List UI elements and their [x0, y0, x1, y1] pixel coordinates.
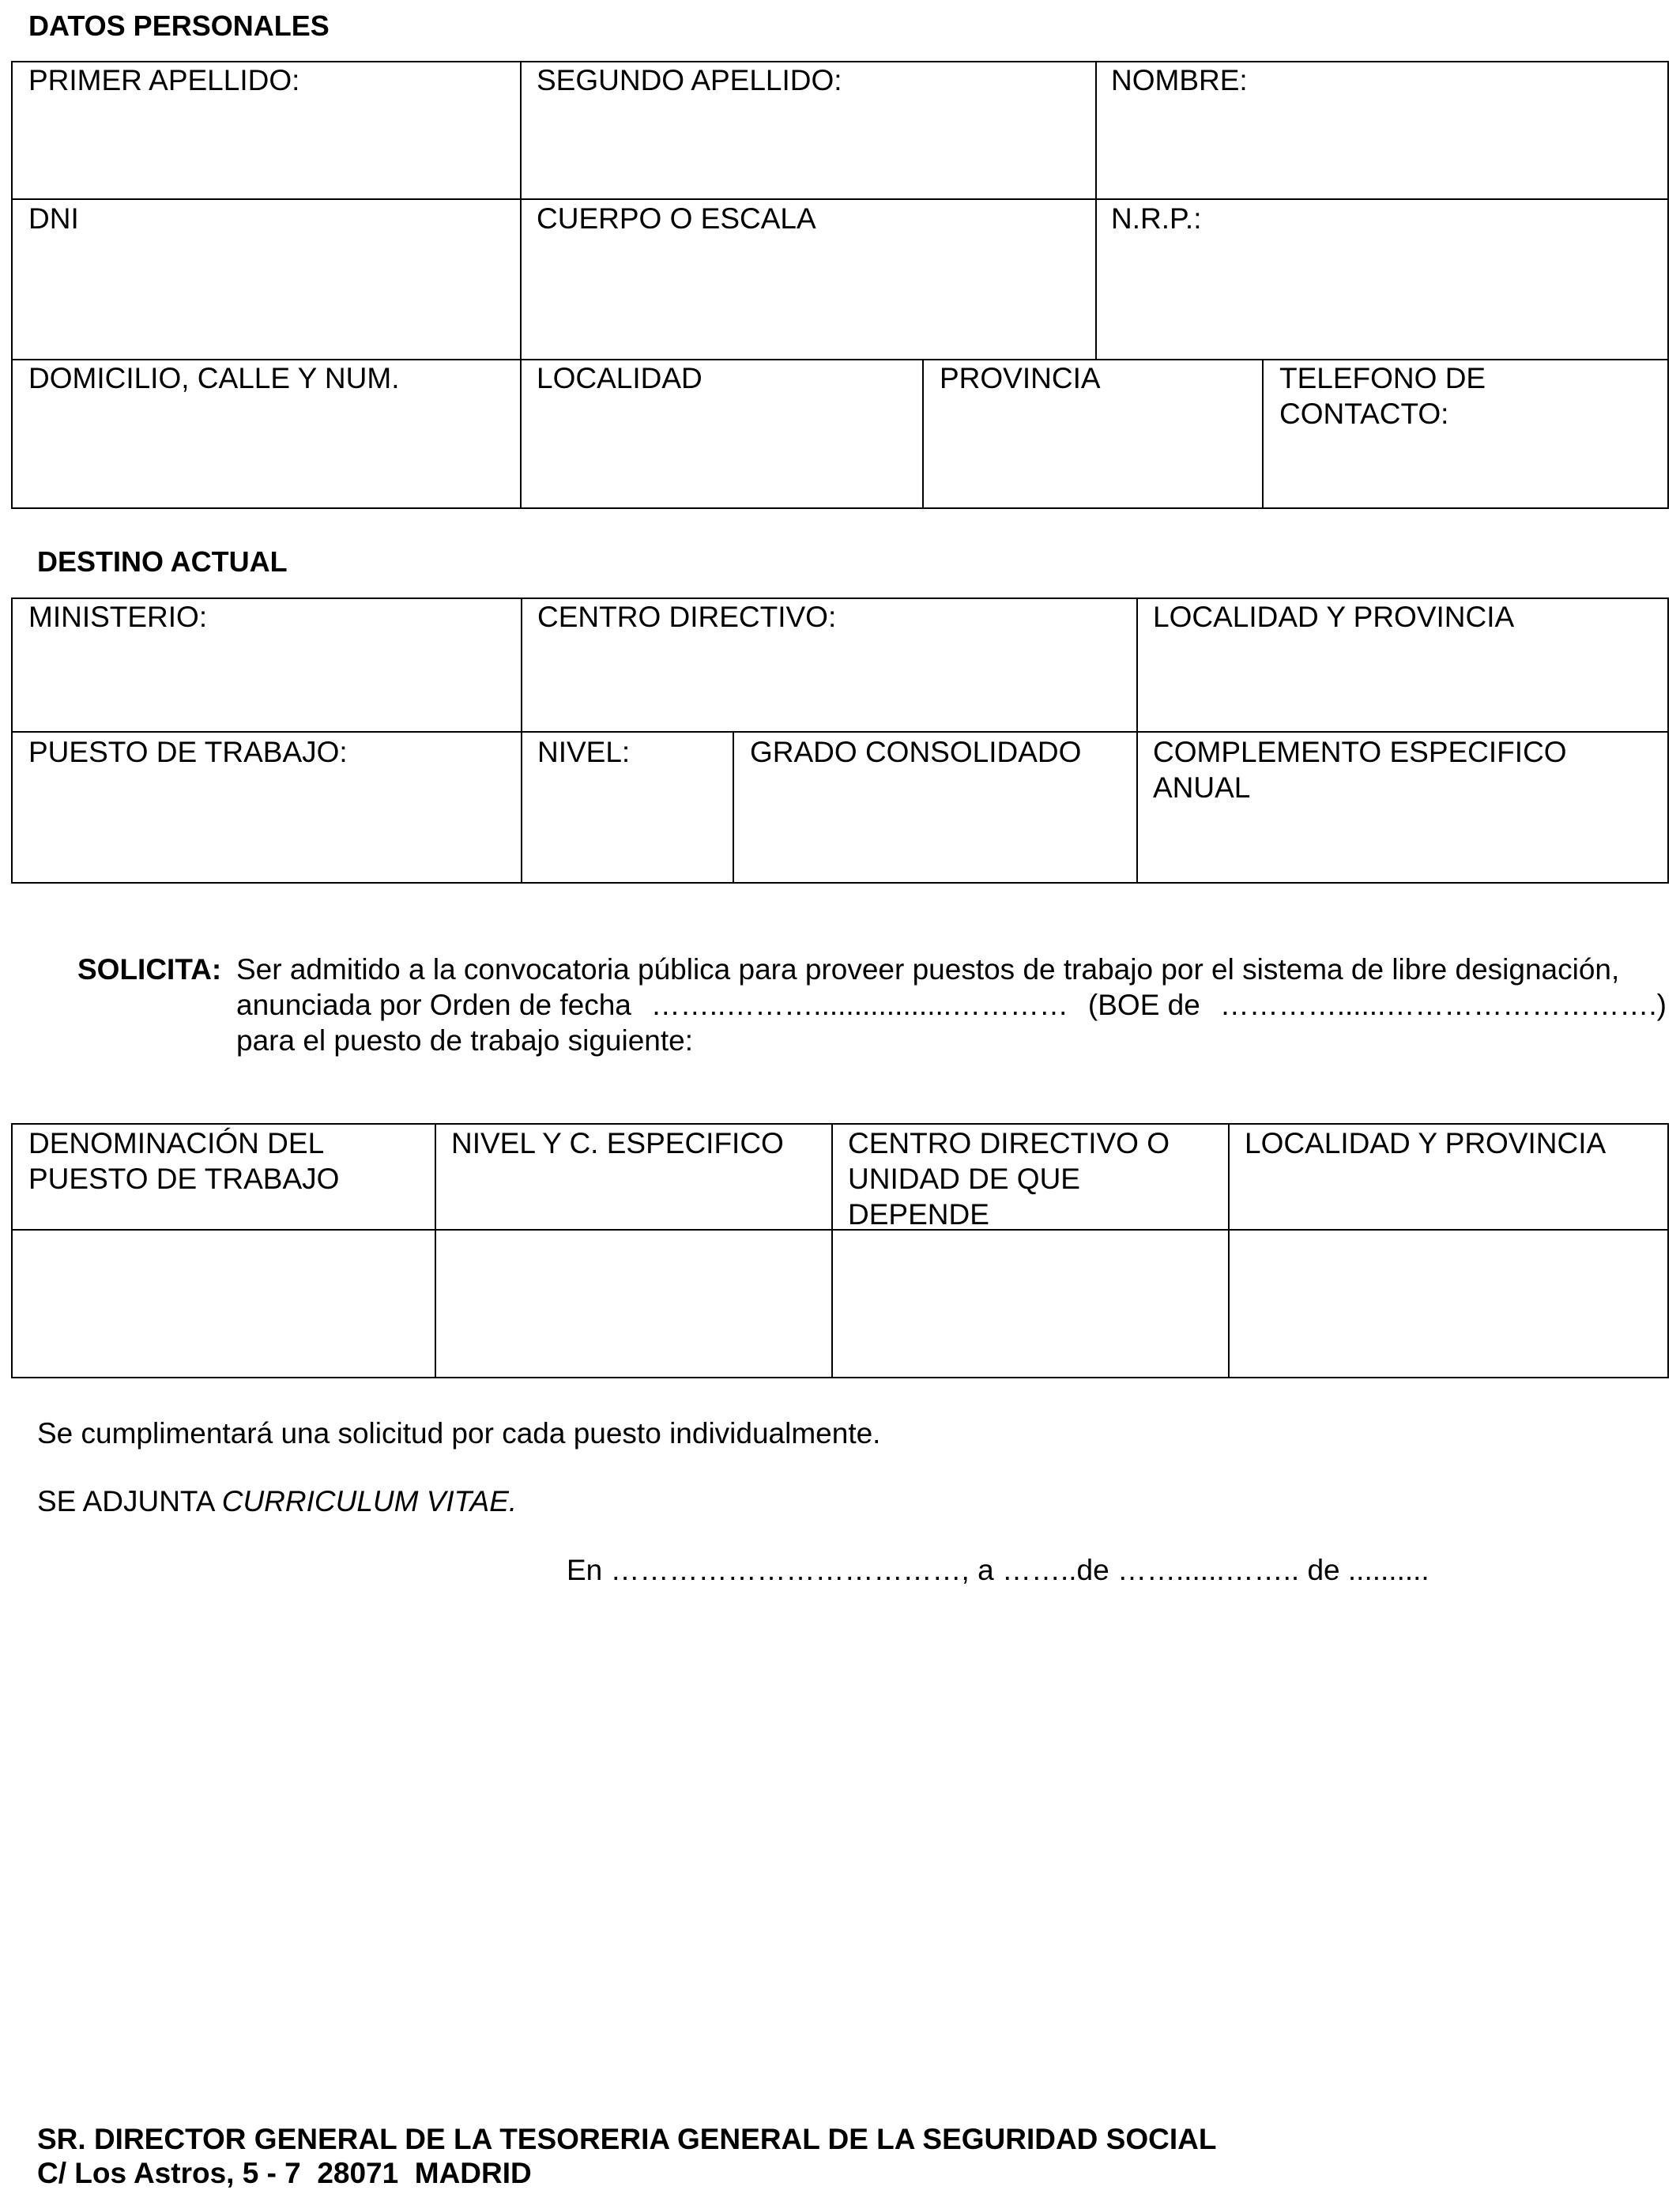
- nombre-field[interactable]: NOMBRE:: [1111, 64, 1248, 96]
- puesto-trabajo-field[interactable]: PUESTO DE TRABAJO:: [28, 736, 348, 768]
- solicita-line2: [236, 987, 1667, 1023]
- input-cell-denominacion[interactable]: [13, 1231, 434, 1377]
- centro-directivo-field[interactable]: CENTRO DIRECTIVO:: [537, 601, 837, 633]
- footer-addressee: SR. DIRECTOR GENERAL DE LA TESORERIA GENERAL DE LA SEGURIDAD SOCIAL: [37, 2123, 1217, 2155]
- header-denominacion: [28, 1125, 339, 1197]
- complemento-label-line2: ANUAL: [1153, 771, 1251, 804]
- section-heading-destino-actual: DESTINO ACTUAL: [37, 545, 288, 578]
- complemento-label-line1: COMPLEMENTO ESPECIFICO: [1153, 736, 1567, 768]
- header-denominacion-line2: PUESTO DE TRABAJO: [28, 1163, 340, 1195]
- footer-address: C/ Los Astros, 5 - 7 28071 MADRID: [37, 2157, 532, 2189]
- header-centro-line1: CENTRO DIRECTIVO O: [848, 1127, 1170, 1159]
- boe-blank[interactable]: …………......……………………….): [1219, 989, 1667, 1021]
- header-centro-line3: DEPENDE: [848, 1198, 989, 1231]
- header-centro-line2: UNIDAD DE QUE: [848, 1163, 1080, 1195]
- header-denominacion-line1: DENOMINACIÓN DEL: [28, 1127, 325, 1159]
- table-divider: [1262, 359, 1264, 509]
- adjunta-note: [37, 1483, 517, 1519]
- solicita-line1: Ser admitido a la convocatoria pública para proveer puestos de trabajo por el sistema de libre designación,: [236, 953, 1620, 986]
- localidad-field[interactable]: LOCALIDAD: [537, 362, 703, 394]
- adjunta-italic: CURRICULUM VITAE.: [221, 1485, 518, 1517]
- section-heading-datos-personales: DATOS PERSONALES: [28, 9, 330, 42]
- telefono-field[interactable]: [1279, 360, 1486, 432]
- solicita-line3: para el puesto de trabajo siguiente:: [236, 1024, 694, 1057]
- table-divider: [831, 1123, 833, 1378]
- telefono-label-line1: TELEFONO DE: [1279, 362, 1486, 394]
- header-nivel: NIVEL Y C. ESPECIFICO: [451, 1127, 784, 1159]
- cuerpo-escala-field[interactable]: CUERPO O ESCALA: [537, 202, 816, 235]
- table-divider: [1228, 1123, 1230, 1378]
- una-solicitud-note: Se cumplimentará una solicitud por cada puesto individualmente.: [37, 1417, 881, 1449]
- solicita-label: SOLICITA:: [77, 953, 222, 986]
- localidad-provincia-field[interactable]: LOCALIDAD Y PROVINCIA: [1153, 601, 1515, 633]
- table-divider: [11, 731, 1669, 733]
- telefono-label-line2: CONTACTO:: [1279, 398, 1449, 430]
- primer-apellido-field[interactable]: PRIMER APELLIDO:: [28, 64, 300, 96]
- table-divider: [435, 1123, 436, 1378]
- table-divider: [1136, 598, 1138, 884]
- table-divider: [1095, 61, 1097, 360]
- nrp-field[interactable]: N.R.P.:: [1111, 202, 1202, 235]
- adjunta-prefix: SE ADJUNTA: [37, 1485, 222, 1517]
- orden-fecha-blank[interactable]: ……..……….................…………: [650, 989, 1069, 1021]
- table-divider: [733, 731, 734, 884]
- domicilio-field[interactable]: DOMICILIO, CALLE Y NUM.: [28, 362, 400, 394]
- input-cell-localidad[interactable]: [1230, 1231, 1667, 1377]
- orden-fecha-label: anunciada por Orden de fecha: [236, 989, 631, 1021]
- complemento-especifico-field[interactable]: [1153, 734, 1567, 805]
- header-centro-directivo: [848, 1125, 1170, 1232]
- input-cell-nivel[interactable]: [437, 1231, 831, 1377]
- input-cell-centro[interactable]: [834, 1231, 1227, 1377]
- datos-personales-table: [11, 61, 1669, 509]
- fecha-linea[interactable]: En ………………………………, a ……..de ……......…….. de ..........: [567, 1554, 1430, 1586]
- table-divider: [11, 1229, 1669, 1231]
- provincia-field[interactable]: PROVINCIA: [940, 362, 1101, 394]
- boe-label: (BOE de: [1087, 989, 1200, 1021]
- grado-consolidado-field[interactable]: GRADO CONSOLIDADO: [750, 736, 1082, 768]
- ministerio-field[interactable]: MINISTERIO:: [28, 601, 208, 633]
- table-divider: [520, 61, 522, 509]
- segundo-apellido-field[interactable]: SEGUNDO APELLIDO:: [537, 64, 842, 96]
- header-localidad-provincia: LOCALIDAD Y PROVINCIA: [1245, 1127, 1607, 1159]
- dni-field[interactable]: DNI: [28, 202, 79, 235]
- table-divider: [922, 359, 924, 509]
- table-divider: [11, 198, 1669, 200]
- nivel-field[interactable]: NIVEL:: [537, 736, 631, 768]
- table-divider: [521, 598, 522, 884]
